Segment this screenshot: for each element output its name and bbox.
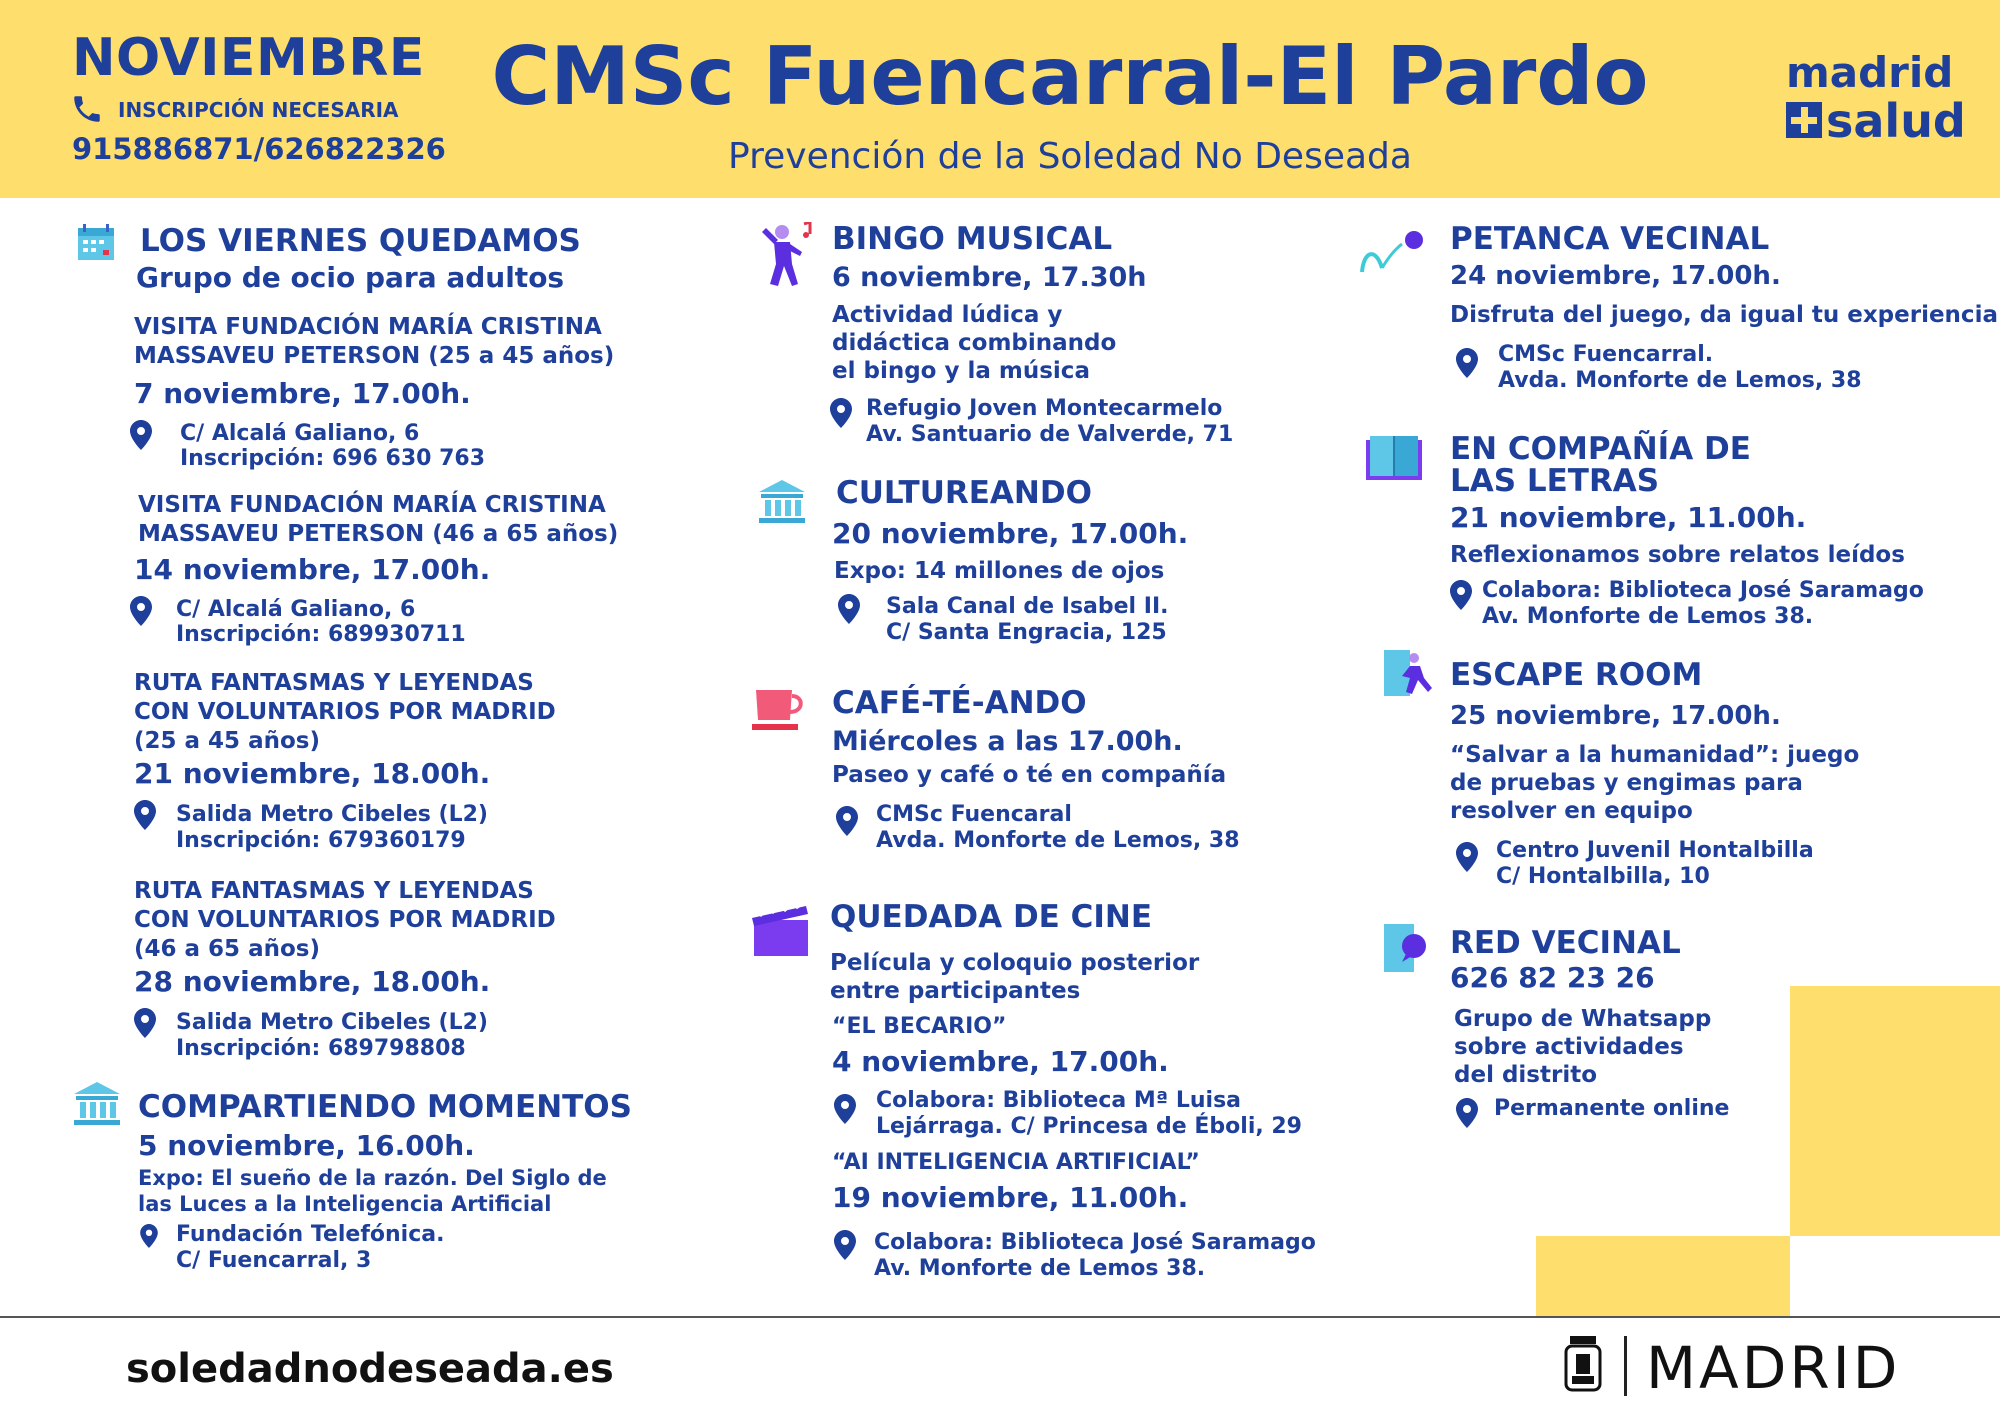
event-place: Colabora: Biblioteca José Saramago xyxy=(874,1230,1316,1255)
clapperboard-icon xyxy=(750,900,810,958)
section-title: COMPARTIENDO MOMENTOS xyxy=(138,1089,632,1125)
event-line: (25 a 45 años) xyxy=(134,728,320,754)
registration-note: INSCRIPCIÓN NECESARIA xyxy=(118,98,399,122)
museum-icon xyxy=(72,1080,122,1126)
event-place: C/ Hontalbilla, 10 xyxy=(1496,864,1710,889)
location-pin-icon xyxy=(830,398,852,428)
event-date: Miércoles a las 17.00h. xyxy=(832,726,1183,757)
petanque-ball-icon xyxy=(1358,228,1424,274)
coffee-cup-icon xyxy=(752,686,808,732)
location-pin-icon xyxy=(130,596,152,626)
event-line: RUTA FANTASMAS Y LEYENDAS xyxy=(134,670,534,696)
section-title: ESCAPE ROOM xyxy=(1450,657,1703,693)
event-place: Avda. Monforte de Lemos, 38 xyxy=(1498,368,1862,393)
event-line: MASSAVEU PETERSON (46 a 65 años) xyxy=(138,521,619,547)
event-line: Película y coloquio posterior xyxy=(830,950,1200,976)
section-title: EN COMPAÑÍA DE xyxy=(1450,431,1751,467)
page-title: CMSc Fuencarral-El Pardo xyxy=(491,30,1649,123)
event-date: 25 noviembre, 17.00h. xyxy=(1450,701,1781,731)
contact-phone: 626 82 23 26 xyxy=(1450,961,1655,994)
location-pin-icon xyxy=(1456,348,1478,378)
event-line: Reflexionamos sobre relatos leídos xyxy=(1450,542,1905,568)
month-label: NOVIEMBRE xyxy=(72,28,425,88)
event-place: CMSc Fuencaral xyxy=(876,802,1072,827)
event-place: Fundación Telefónica. xyxy=(176,1222,445,1247)
event-place: Inscripción: 689930711 xyxy=(176,622,466,647)
event-place: Salida Metro Cibeles (L2) xyxy=(176,1010,488,1035)
footer-url[interactable]: soledadnodeseada.es xyxy=(126,1346,614,1392)
event-line: Grupo de Whatsapp xyxy=(1454,1006,1712,1032)
location-pin-icon xyxy=(834,1230,856,1260)
madrid-salud-cross-icon xyxy=(1786,102,1822,138)
event-line: RUTA FANTASMAS Y LEYENDAS xyxy=(134,878,534,904)
calendar-icon xyxy=(76,222,116,262)
event-line: sobre actividades xyxy=(1454,1034,1684,1060)
event-place: CMSc Fuencarral. xyxy=(1498,342,1714,367)
event-line: (46 a 65 años) xyxy=(134,936,320,962)
event-place: Avda. Monforte de Lemos, 38 xyxy=(876,828,1240,853)
event-line: entre participantes xyxy=(830,978,1081,1004)
location-pin-icon xyxy=(1450,580,1472,610)
film-title: “EL BECARIO” xyxy=(832,1014,1007,1039)
madrid-salud-logo-bottom: salud xyxy=(1826,94,1966,148)
event-place: C/ Santa Engracia, 125 xyxy=(886,620,1167,645)
event-line: Disfruta del juego, da igual tu experiencia xyxy=(1450,302,1998,328)
event-place: Permanente online xyxy=(1494,1096,1730,1121)
location-pin-icon xyxy=(134,800,156,830)
location-pin-icon xyxy=(140,1224,158,1248)
event-place: Colabora: Biblioteca Mª Luisa xyxy=(876,1088,1242,1113)
event-line: Actividad lúdica y xyxy=(832,302,1063,328)
event-place: Lejárraga. C/ Princesa de Éboli, 29 xyxy=(876,1114,1302,1139)
page-subtitle: Prevención de la Soledad No Deseada xyxy=(728,136,1412,177)
event-place: Refugio Joven Montecarmelo xyxy=(866,396,1223,421)
event-place: C/ Alcalá Galiano, 6 xyxy=(176,597,416,622)
event-line: Expo: El sueño de la razón. Del Siglo de xyxy=(138,1166,607,1190)
event-date: 21 noviembre, 11.00h. xyxy=(1450,501,1807,534)
section-title: LOS VIERNES QUEDAMOS xyxy=(140,223,581,259)
event-place: Av. Monforte de Lemos 38. xyxy=(1482,604,1814,629)
chat-phone-icon xyxy=(1382,922,1432,974)
location-pin-icon xyxy=(1456,1098,1478,1128)
event-place: C/ Alcalá Galiano, 6 xyxy=(180,421,420,446)
event-line: didáctica combinando xyxy=(832,330,1117,356)
event-line: VISITA FUNDACIÓN MARÍA CRISTINA xyxy=(134,314,602,340)
event-line: VISITA FUNDACIÓN MARÍA CRISTINA xyxy=(138,492,606,518)
section-title: BINGO MUSICAL xyxy=(832,221,1113,257)
madrid-brand: MADRID xyxy=(1646,1334,1901,1402)
event-place: Colabora: Biblioteca José Saramago xyxy=(1482,578,1924,603)
event-date: 24 noviembre, 17.00h. xyxy=(1450,261,1781,291)
event-place: Av. Santuario de Valverde, 71 xyxy=(866,422,1234,447)
madrid-crest-icon xyxy=(1564,1336,1602,1394)
section-subtitle: Grupo de ocio para adultos xyxy=(136,261,565,294)
location-pin-icon xyxy=(1456,842,1478,872)
event-line: el bingo y la música xyxy=(832,358,1090,384)
location-pin-icon xyxy=(838,594,860,624)
section-title: LAS LETRAS xyxy=(1450,463,1660,499)
section-title: CAFÉ-TÉ-ANDO xyxy=(832,685,1087,721)
event-place: Sala Canal de Isabel II. xyxy=(886,594,1169,619)
event-date: 4 noviembre, 17.00h. xyxy=(832,1045,1169,1078)
event-place: C/ Fuencarral, 3 xyxy=(176,1248,372,1273)
event-date: 19 noviembre, 11.00h. xyxy=(832,1181,1189,1214)
event-place: Inscripción: 689798808 xyxy=(176,1036,466,1061)
event-line: MASSAVEU PETERSON (25 a 45 años) xyxy=(134,343,615,369)
footer-divider xyxy=(0,1316,2000,1318)
film-title: “AI INTELIGENCIA ARTIFICIAL” xyxy=(832,1150,1200,1175)
event-place: Salida Metro Cibeles (L2) xyxy=(176,802,488,827)
event-date: 7 noviembre, 17.00h. xyxy=(134,377,471,410)
event-date: 20 noviembre, 17.00h. xyxy=(832,517,1189,550)
event-date: 6 noviembre, 17.30h xyxy=(832,262,1147,293)
event-date: 5 noviembre, 16.00h. xyxy=(138,1129,475,1162)
event-place: Centro Juvenil Hontalbilla xyxy=(1496,838,1814,863)
decor-yellow-block xyxy=(1790,986,2000,1236)
event-place: Av. Monforte de Lemos 38. xyxy=(874,1256,1206,1281)
event-line: CON VOLUNTARIOS POR MADRID xyxy=(134,699,556,725)
event-line: resolver en equipo xyxy=(1450,798,1693,824)
open-book-icon xyxy=(1364,434,1424,484)
location-pin-icon xyxy=(130,420,152,450)
section-title: QUEDADA DE CINE xyxy=(830,899,1153,935)
event-date: 21 noviembre, 18.00h. xyxy=(134,757,491,790)
event-date: 28 noviembre, 18.00h. xyxy=(134,965,491,998)
event-line: “Salvar a la humanidad”: juego xyxy=(1450,742,1860,768)
section-title: CULTUREANDO xyxy=(836,475,1092,511)
event-line: de pruebas y engimas para xyxy=(1450,770,1803,796)
escape-running-icon xyxy=(1382,648,1436,698)
event-line: CON VOLUNTARIOS POR MADRID xyxy=(134,907,556,933)
event-place: Inscripción: 679360179 xyxy=(176,828,466,853)
madrid-salud-logo-top: madrid xyxy=(1786,48,1954,97)
dancing-person-icon xyxy=(760,222,814,288)
event-place: Inscripción: 696 630 763 xyxy=(180,446,486,471)
event-line: las Luces a la Inteligencia Artificial xyxy=(138,1192,552,1216)
museum-icon xyxy=(756,478,808,524)
event-line: del distrito xyxy=(1454,1062,1598,1088)
event-line: Paseo y café o té en compañía xyxy=(832,762,1227,788)
location-pin-icon xyxy=(134,1008,156,1038)
location-pin-icon xyxy=(834,1094,856,1124)
footer-separator xyxy=(1624,1336,1627,1396)
event-date: 14 noviembre, 17.00h. xyxy=(134,553,491,586)
section-title: RED VECINAL xyxy=(1450,925,1681,961)
decor-yellow-block xyxy=(1536,1236,1790,1316)
location-pin-icon xyxy=(836,806,858,836)
contact-phones: 915886871/626822326 xyxy=(72,132,446,166)
event-line: Expo: 14 millones de ojos xyxy=(834,558,1165,584)
section-title: PETANCA VECINAL xyxy=(1450,221,1770,257)
